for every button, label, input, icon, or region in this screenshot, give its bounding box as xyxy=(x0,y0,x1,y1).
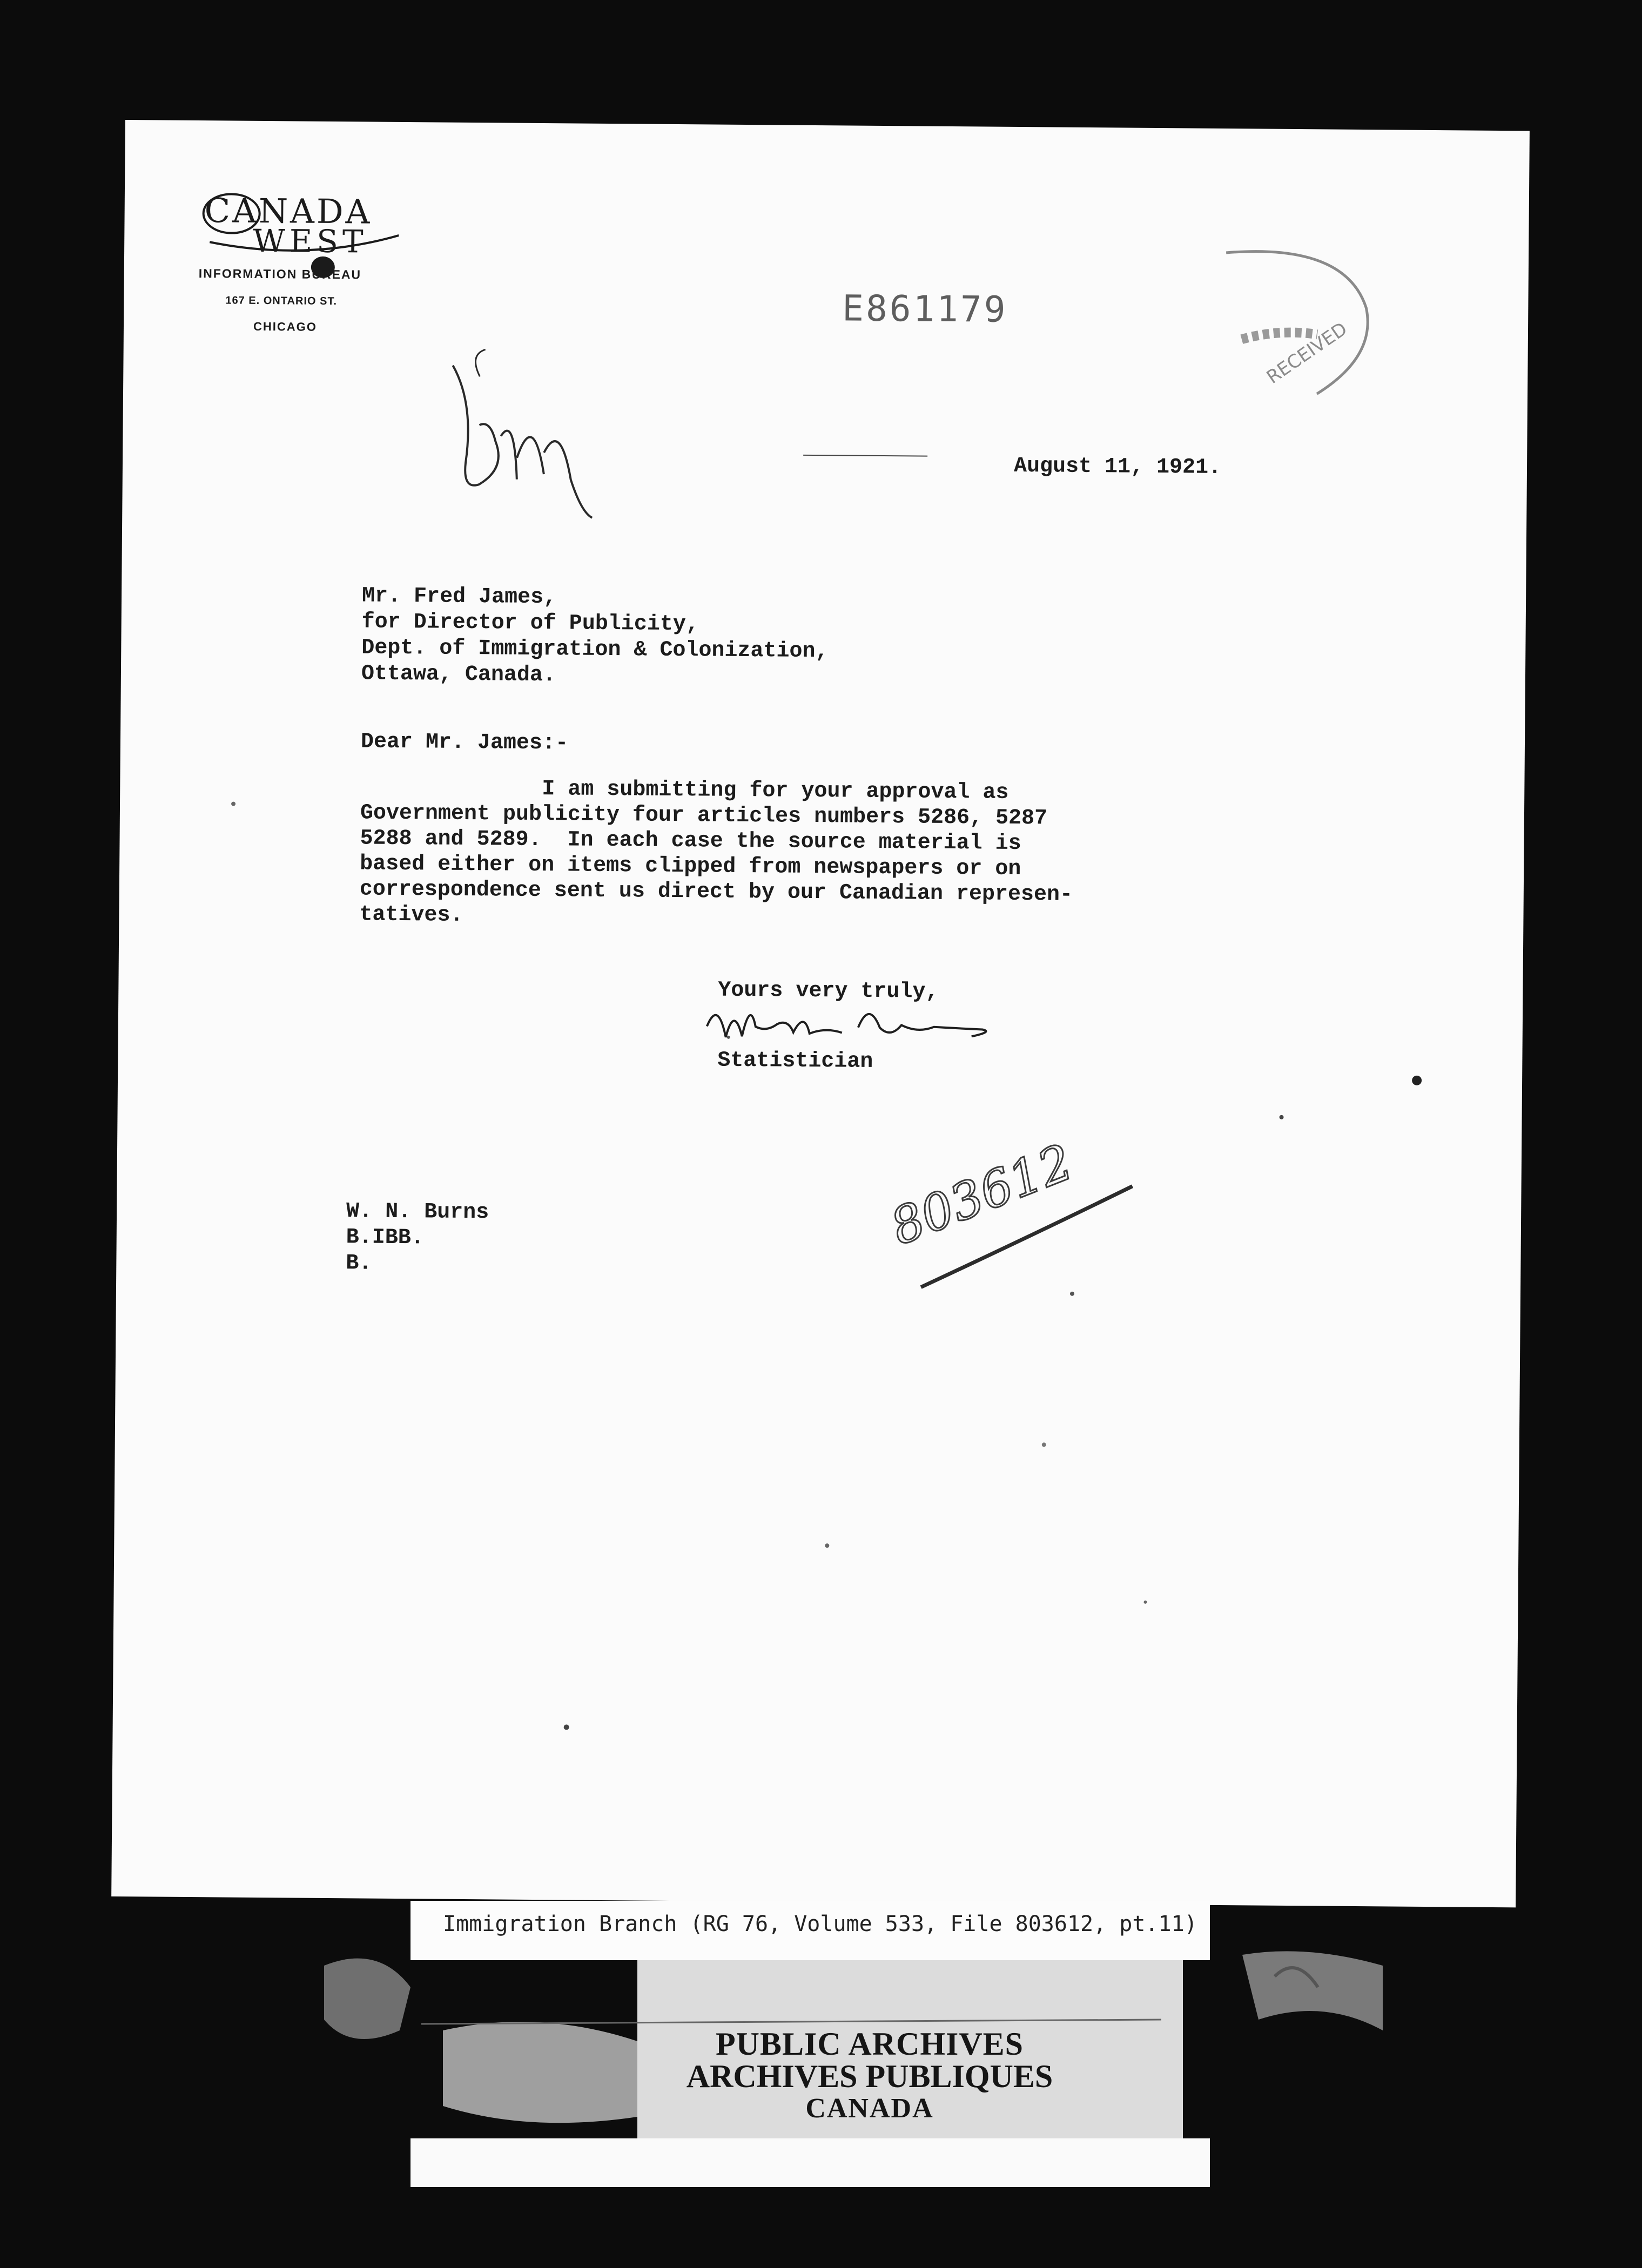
letterhead-address: 167 E. ONTARIO ST. xyxy=(225,294,338,308)
recipient-line: Ottawa, Canada. xyxy=(361,662,556,688)
body-line: tatives. xyxy=(359,902,463,928)
body-line: based either on items clipped from newspapers or on xyxy=(360,852,1021,882)
archive-caption: Immigration Branch (RG 76, Volume 533, File 803612, pt.11) xyxy=(443,1912,1197,1936)
recipient-line: Dept. of Immigration & Colonization, xyxy=(361,636,829,664)
signer-title: Statistician xyxy=(717,1048,873,1074)
recipient-line: Mr. Fred James, xyxy=(361,584,557,610)
body-line: I am submitting for your approval as xyxy=(360,775,1009,805)
file-number-hand-text: 803612 xyxy=(883,1133,1081,1257)
public-archives-stamp xyxy=(637,2028,1102,2125)
body-line: 5288 and 5289. In each case the source material is xyxy=(360,826,1021,856)
logo-west-text: WEST xyxy=(252,222,368,260)
archive-bottom-strip xyxy=(410,2138,1210,2187)
body-line: correspondence sent us direct by our Canadian represen- xyxy=(359,877,1073,907)
letterhead-bureau: INFORMATION BUREAU xyxy=(198,266,362,282)
reference-line: B. xyxy=(346,1251,372,1276)
received-stamp-text: RECEIVED xyxy=(1262,318,1351,389)
salutation: Dear Mr. James:- xyxy=(360,730,569,756)
archive-stamp-line1: PUBLIC ARCHIVES xyxy=(715,2026,1024,2062)
body-line: Government publicity four articles numbers 5286, 5287 xyxy=(360,801,1048,831)
archive-stamp-line2: ARCHIVES PUBLIQUES xyxy=(686,2058,1053,2094)
closing: Yours very truly, xyxy=(718,978,939,1004)
file-number-stamp: E861179 xyxy=(842,287,1008,330)
reference-line: W. N. Burns xyxy=(346,1199,489,1225)
logo-canada-text: CANADA xyxy=(204,191,372,232)
recipient-line: for Director of Publicity, xyxy=(361,610,699,637)
archive-stamp-line3: CANADA xyxy=(805,2093,934,2124)
letterhead-city: CHICAGO xyxy=(253,319,317,334)
letter-date: August 11, 1921. xyxy=(1013,454,1222,480)
reference-line: B.IBB. xyxy=(346,1225,424,1251)
